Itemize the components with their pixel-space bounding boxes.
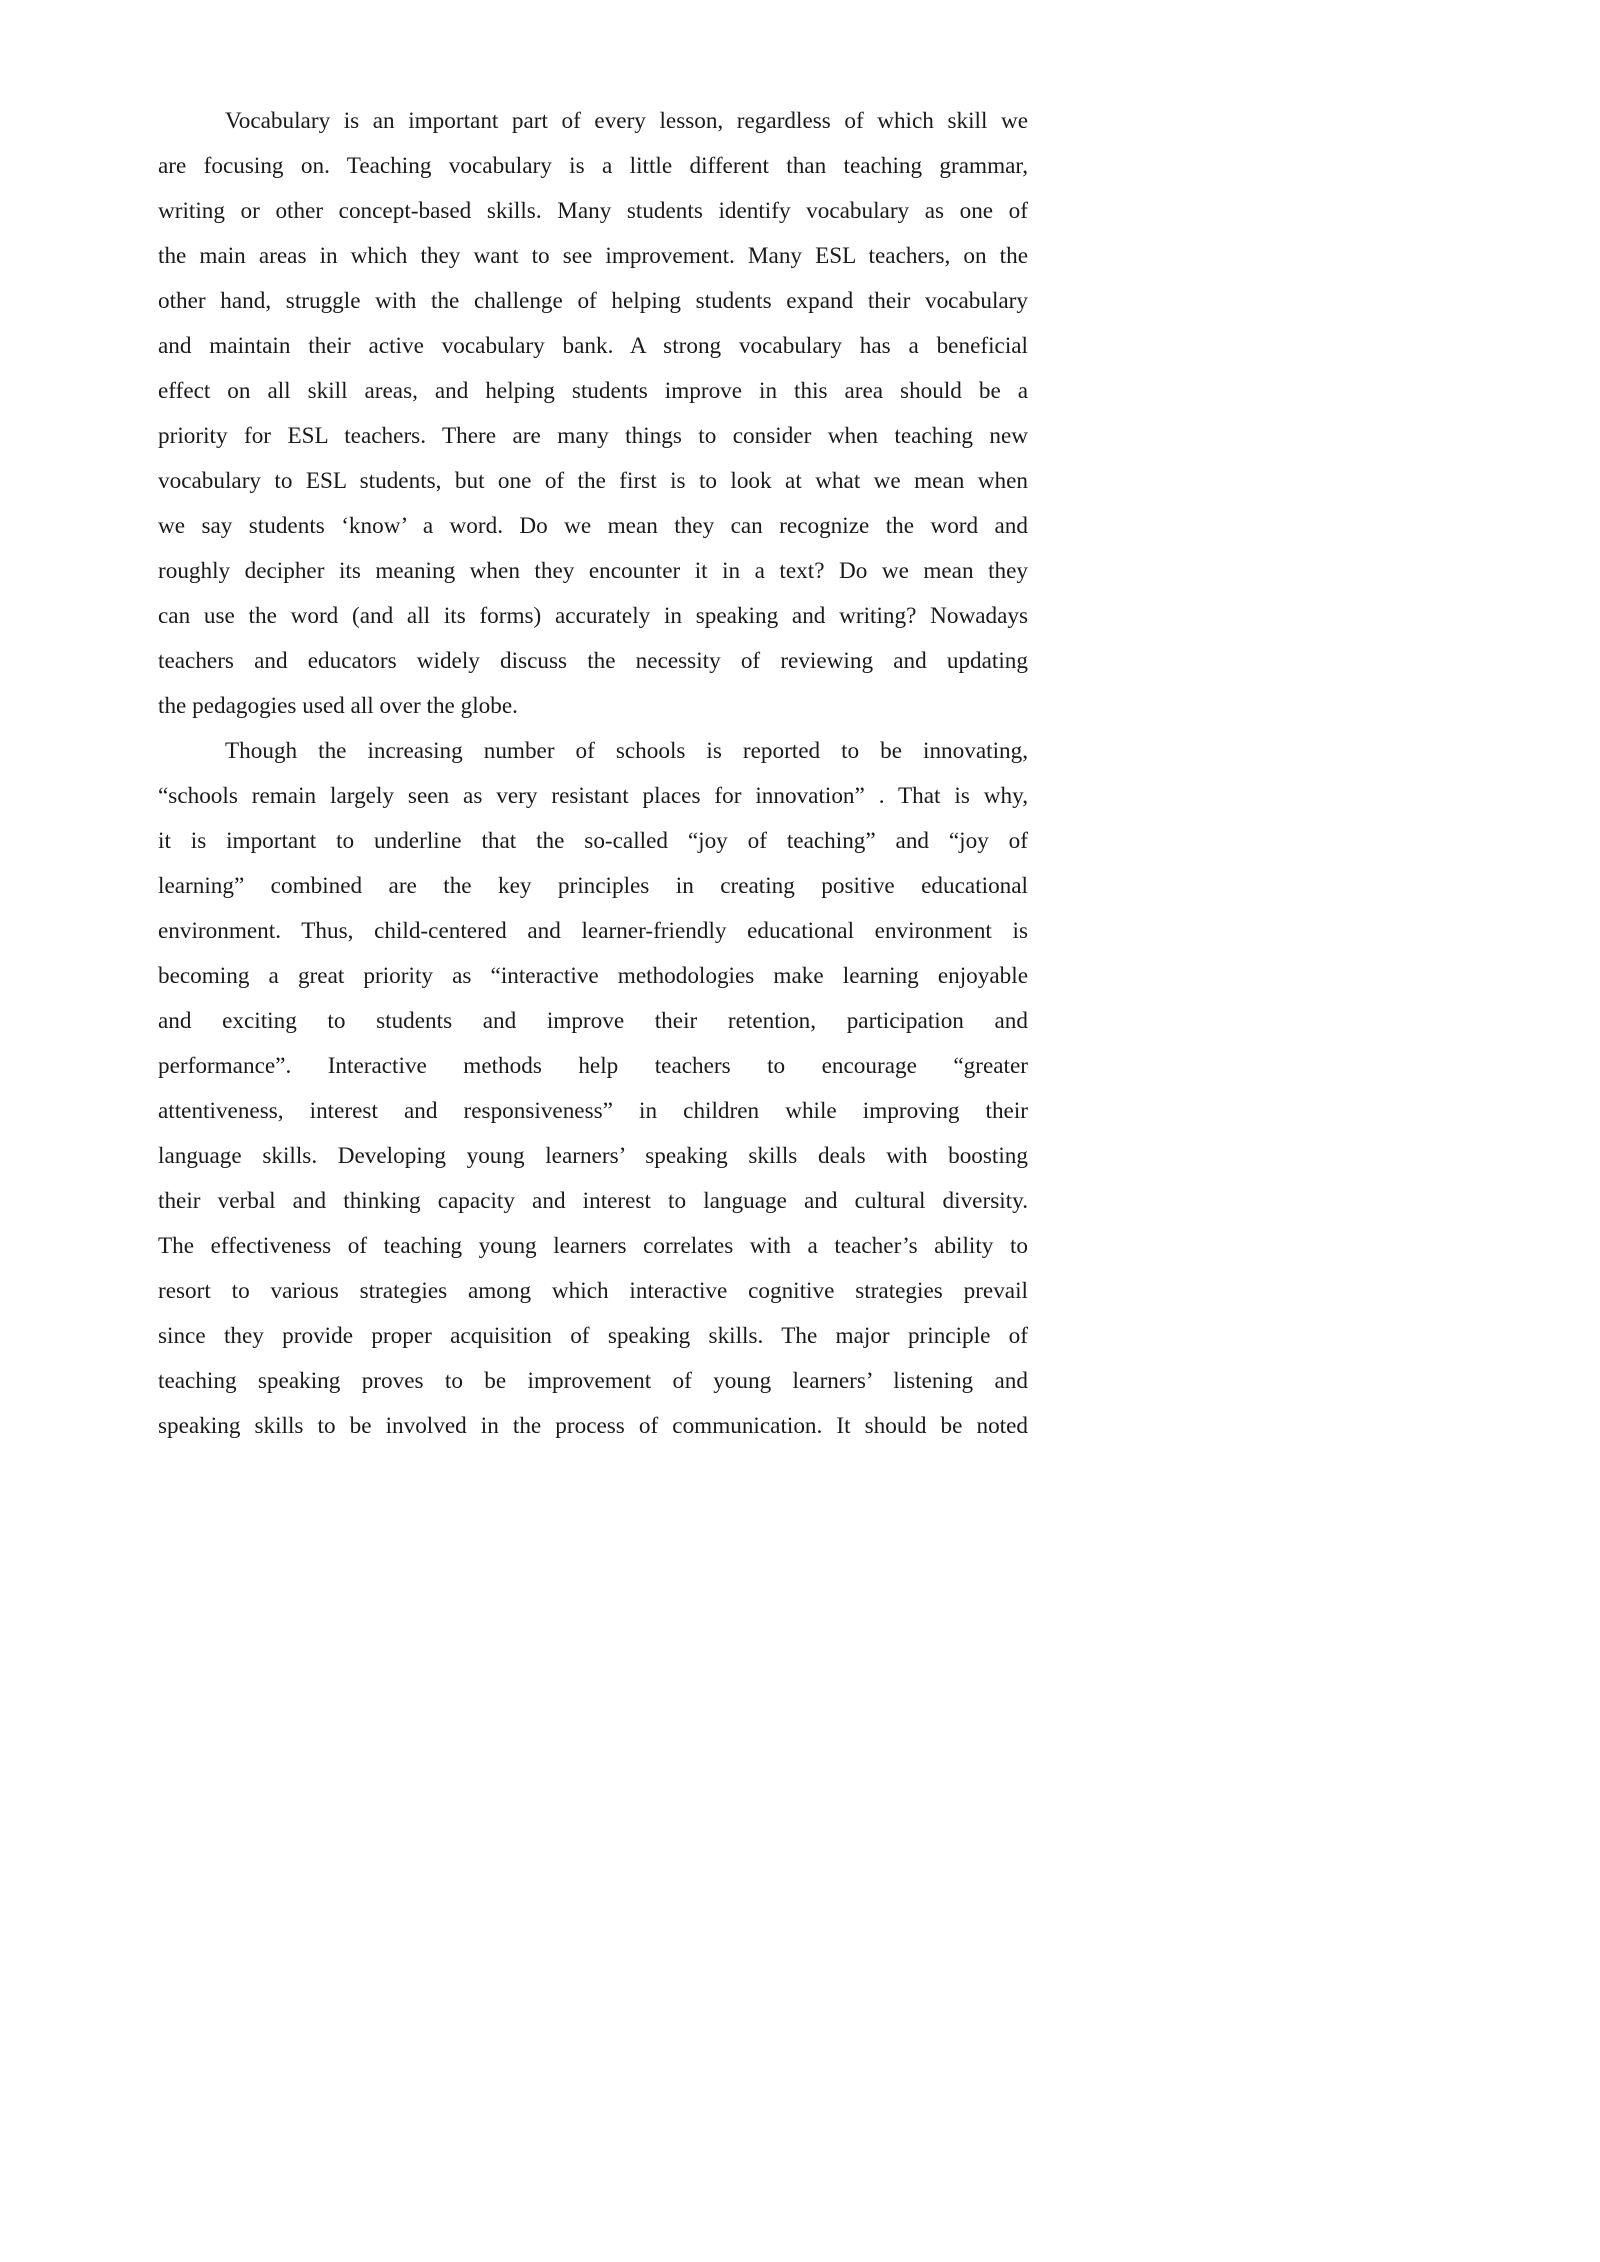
text-line: “schools remain largely seen as very resistant places for innovation” . That is why,: [158, 783, 1028, 809]
text-line: teaching speaking proves to be improvement of young learners’ listening and: [158, 1368, 1028, 1394]
text-line: learning” combined are the key principles in creating positive educational: [158, 873, 1028, 899]
text-line: other hand, struggle with the challenge of helping students expand their vocabulary: [158, 288, 1028, 314]
text-line: and maintain their active vocabulary bank. A strong vocabulary has a beneficial: [158, 333, 1028, 359]
text-line: speaking skills to be involved in the process of communication. It should be noted: [158, 1413, 1028, 1439]
text-line: Vocabulary is an important part of every lesson, regardless of which skill we: [225, 108, 1028, 134]
text-line: becoming a great priority as “interactive methodologies make learning enjoyable: [158, 963, 1028, 989]
text-line: writing or other concept-based skills. Many students identify vocabulary as one of: [158, 198, 1028, 224]
text-line: vocabulary to ESL students, but one of the first is to look at what we mean when: [158, 468, 1028, 494]
body-text: [158, 99, 1028, 1449]
paragraph-1: [158, 99, 1028, 729]
text-line: the pedagogies used all over the globe.: [158, 693, 518, 719]
text-line: resort to various strategies among which interactive cognitive strategies prevail: [158, 1278, 1028, 1304]
text-line: their verbal and thinking capacity and interest to language and cultural diversity.: [158, 1188, 1028, 1214]
text-line: roughly decipher its meaning when they encounter it in a text? Do we mean they: [158, 558, 1028, 584]
paragraph-2: [158, 729, 1028, 1449]
text-line: priority for ESL teachers. There are many things to consider when teaching new: [158, 423, 1028, 449]
document-page: [0, 0, 1103, 1561]
text-line: The effectiveness of teaching young learners correlates with a teacher’s ability to: [158, 1233, 1028, 1259]
text-line: teachers and educators widely discuss the necessity of reviewing and updating: [158, 648, 1028, 674]
text-line: language skills. Developing young learners’ speaking skills deals with boosting: [158, 1143, 1028, 1169]
text-line: are focusing on. Teaching vocabulary is a little different than teaching grammar,: [158, 153, 1028, 179]
text-line: and exciting to students and improve their retention, participation and: [158, 1008, 1028, 1034]
text-line: the main areas in which they want to see improvement. Many ESL teachers, on the: [158, 243, 1028, 269]
text-line: since they provide proper acquisition of speaking skills. The major principle of: [158, 1323, 1028, 1349]
text-line: Though the increasing number of schools is reported to be innovating,: [225, 738, 1028, 764]
text-line: effect on all skill areas, and helping students improve in this area should be a: [158, 378, 1028, 404]
text-line: attentiveness, interest and responsiveness” in children while improving their: [158, 1098, 1028, 1124]
text-line: performance”. Interactive methods help teachers to encourage “greater: [158, 1053, 1028, 1079]
text-line: environment. Thus, child-centered and learner-friendly educational environment is: [158, 918, 1028, 944]
text-line: we say students ‘know’ a word. Do we mean they can recognize the word and: [158, 513, 1028, 539]
text-line: can use the word (and all its forms) accurately in speaking and writing? Nowadays: [158, 603, 1028, 629]
text-line: it is important to underline that the so-called “joy of teaching” and “joy of: [158, 828, 1028, 854]
